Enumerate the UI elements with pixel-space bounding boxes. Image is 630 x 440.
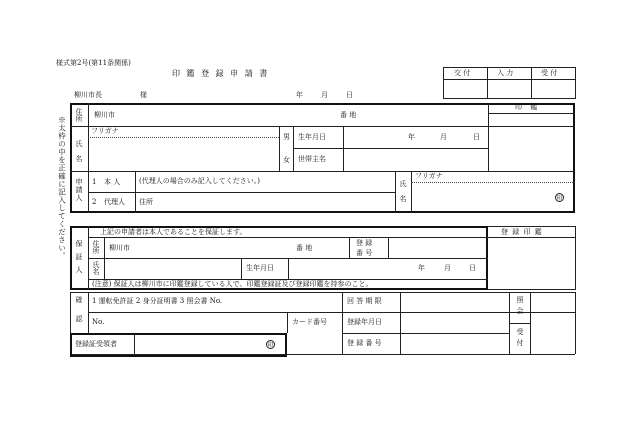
- confirm-no-label: No.: [92, 318, 105, 326]
- confirm-receiver-label: 登録証受領者: [75, 340, 117, 348]
- form-title: 印 鑑 登 録 申 請 書: [172, 69, 270, 78]
- applicant-male: 男: [283, 133, 290, 141]
- guarantor-num-label: 番 号: [356, 249, 373, 257]
- guarantor-note: (注意) 保証人は柳川市に印鑑登録している人で、印鑑登録証及び登録印鑑を持参のこと。: [92, 280, 373, 288]
- applicant-address-label: 住所: [75, 108, 83, 122]
- receiver-seal-icon: 印: [267, 342, 274, 349]
- date-month: 月: [321, 91, 328, 99]
- guarantor-name-label: 氏名: [92, 261, 100, 275]
- guarantor-day: 日: [469, 264, 476, 272]
- requester-furigana: フリガナ: [415, 172, 443, 180]
- guarantor-statement: 上記の申請者は本人であることを保証します。: [100, 228, 247, 236]
- applicant-month: 月: [440, 133, 447, 141]
- date-year: 年: [296, 91, 303, 99]
- guarantor-group-label: 保証人: [75, 240, 83, 279]
- guarantor-city: 柳川市: [109, 244, 130, 252]
- requester-opt2: 代理人: [104, 198, 125, 206]
- office-header-input: 入 力: [497, 69, 514, 77]
- applicant-city: 柳川市: [94, 111, 115, 119]
- office-header-receipt: 受 付: [541, 69, 558, 77]
- form-number: 様式第2号(第11条関係): [56, 59, 131, 67]
- guarantor-seal-header: 登 録 印 鑑: [501, 228, 543, 236]
- applicant-year: 年: [408, 133, 415, 141]
- applicant-furigana: フリガナ: [91, 127, 119, 135]
- addressee: 柳川市長: [74, 91, 102, 99]
- requester-opt2-address: 住所: [139, 198, 153, 206]
- confirm-group-label: 確認: [75, 296, 83, 334]
- confirm-reg-date-label: 登録年月日: [347, 318, 382, 326]
- addressee-suffix: 様: [140, 91, 147, 99]
- guarantor-reg-label: 登 録: [356, 239, 373, 247]
- requester-opt2-num: 2: [92, 198, 97, 206]
- requester-seal-icon: 印: [556, 195, 563, 202]
- side-note: ※太枠の中を正確に記入してください。: [57, 116, 67, 260]
- confirm-card-label: カード番号: [292, 318, 327, 326]
- applicant-name-label: 氏名: [75, 140, 83, 170]
- confirm-inquiry-label: 照会: [516, 296, 524, 318]
- applicant-seal-label: 印 鑑: [515, 103, 541, 111]
- guarantor-month: 月: [444, 264, 451, 272]
- requester-opt1-num: 1: [92, 178, 97, 186]
- applicant-birth-label: 生年月日: [298, 133, 326, 141]
- requester-opt1: 本 人: [104, 178, 121, 186]
- guarantor-year: 年: [418, 264, 425, 272]
- guarantor-banchi: 番 地: [296, 244, 313, 252]
- guarantor-address-label: 住所: [92, 240, 100, 254]
- confirm-reg-no-label: 登 録 番 号: [347, 339, 382, 347]
- requester-group-label: 申請人: [75, 178, 83, 202]
- office-header-issue: 交 付: [454, 69, 471, 77]
- applicant-female: 女: [283, 156, 290, 164]
- applicant-head-label: 世帯主名: [298, 155, 326, 163]
- date-day: 日: [346, 91, 353, 99]
- applicant-banchi: 番 地: [340, 111, 357, 119]
- applicant-day: 日: [473, 133, 480, 141]
- confirm-options: 1 運転免許証 2 身分証明書 3 照会書 No.: [92, 297, 223, 305]
- requester-name-label: 氏名: [399, 180, 407, 210]
- requester-opt1-note: (代理人の場合のみ記入してください。): [139, 177, 260, 185]
- confirm-reply-label: 回 答 期 限: [347, 297, 382, 305]
- confirm-receipt-label: 受付: [516, 328, 524, 350]
- guarantor-birth-label: 生年月日: [246, 264, 274, 272]
